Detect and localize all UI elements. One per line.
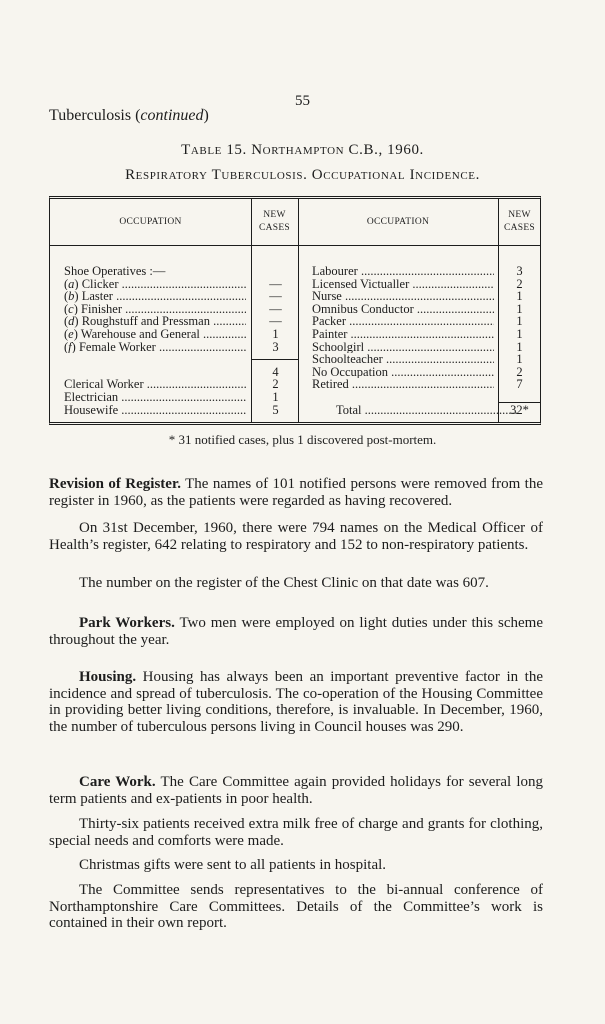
header-rule bbox=[50, 245, 540, 246]
table-row-label: Nurse ..... bbox=[312, 290, 494, 303]
table-row-label: Licensed Victualler ..... bbox=[312, 278, 494, 291]
table-row-value: 1 bbox=[516, 301, 523, 316]
subtotal-rule bbox=[251, 359, 298, 360]
shoe-operatives-heading-label: Shoe Operatives :— bbox=[64, 264, 166, 278]
christmas-paragraph: Christmas gifts were sent to all patients in hospital. bbox=[79, 857, 387, 873]
care-heading: Care Work. bbox=[79, 774, 156, 790]
table-row-label: (b) Laster ..... bbox=[64, 290, 246, 303]
header-occupation-left: OCCUPATION bbox=[119, 217, 182, 227]
running-head-main: Tuberculosis ( bbox=[49, 107, 141, 124]
page-number: 55 bbox=[295, 93, 310, 109]
table-row-label: Omnibus Conductor ..... bbox=[312, 303, 494, 316]
revision-heading: Revision of Register. bbox=[49, 476, 181, 492]
care-work-paragraph bbox=[49, 774, 543, 807]
thirty-six-paragraph: Thirty-six patients received extra milk free of charge and grants for clothing, special needs and comforts were made. bbox=[49, 816, 543, 849]
care-text: The Care Committee again provided holidays for several long term patients and ex-patients in poor health. bbox=[49, 774, 543, 807]
table-row-value: 1 bbox=[272, 390, 279, 404]
table-row-label: Clerical Worker ..... bbox=[64, 378, 246, 391]
running-head bbox=[49, 107, 209, 125]
table-row-label: No Occupation ..... bbox=[312, 366, 494, 379]
table-title: Table 15. Northampton C.B., 1960. bbox=[181, 142, 424, 158]
park-workers-paragraph bbox=[49, 615, 543, 648]
committee-paragraph: The Committee sends representatives to the bi-annual conference of Northamptonshire Care Committees. Details of the Committee’s work is contained in their own report. bbox=[49, 882, 543, 931]
table-row-label: Schoolgirl ..... bbox=[312, 341, 494, 354]
table-row-value: 1 bbox=[516, 327, 523, 341]
header-occupation-right: OCCUPATION bbox=[366, 217, 430, 227]
housing-heading: Housing. bbox=[79, 669, 137, 685]
table-row-label: Housewife ..... bbox=[64, 404, 246, 417]
header-new-cases-left: NEW CASES bbox=[258, 210, 291, 233]
table-row-value: 1 bbox=[516, 289, 523, 304]
table-row-label: (e) Warehouse and General ..... bbox=[64, 328, 246, 341]
table-row-value: — bbox=[269, 314, 282, 329]
table-row-label: Packer ..... bbox=[312, 315, 494, 328]
chest-clinic-paragraph: The number on the register of the Chest Clinic on that date was 607. bbox=[79, 575, 489, 591]
table-row-label: (d) Roughstuff and Pressman ..... bbox=[64, 315, 246, 328]
table-row-label: Retired ..... bbox=[312, 378, 494, 391]
table-row-value: 2 bbox=[516, 364, 523, 379]
table-row-label: Labourer ..... bbox=[312, 265, 494, 278]
header-new-cases-right: NEW CASES bbox=[503, 210, 536, 233]
table-row-value: 1 bbox=[516, 339, 523, 354]
revision-paragraph bbox=[49, 476, 543, 509]
table-subtitle: Respiratory Tuberculosis. Occupational Incidence. bbox=[125, 167, 480, 183]
running-head-close: ) bbox=[203, 107, 209, 124]
occupation-table bbox=[49, 196, 541, 425]
housing-text: Housing has always been an important preventive factor in the incidence and spread of tuberculosis. The co-operation of the Housing Committee in providing better living conditions, therefore, is invaluable. In December, 1960, the number of tuberculous persons living in Council houses was 290. bbox=[49, 669, 543, 735]
table-row-value: 7 bbox=[516, 377, 523, 392]
table-row-value: — bbox=[269, 301, 282, 316]
table-row-value: 5 bbox=[272, 402, 279, 417]
footnote: * 31 notified cases, plus 1 discovered post-mortem. bbox=[168, 432, 437, 447]
table-row-value: 1 bbox=[516, 352, 523, 367]
running-head-italic: continued bbox=[140, 107, 204, 124]
revision-text: The names of 101 notified persons were removed from the register in 1960, as the patients were regarded as having recovered. bbox=[49, 476, 544, 509]
table-row-value: 2 bbox=[272, 377, 279, 392]
table-row-value: — bbox=[269, 289, 282, 304]
table-row-label: Schoolteacher ..... bbox=[312, 353, 494, 366]
table-row-label: (c) Finisher ..... bbox=[64, 303, 246, 316]
table-row-label: Electrician ..... bbox=[64, 391, 246, 404]
table-row-value: 1 bbox=[272, 327, 279, 341]
table-row-value: 3 bbox=[516, 264, 523, 278]
table-row-value: 1 bbox=[516, 314, 523, 329]
table-row-label: Painter ..... bbox=[312, 328, 494, 341]
park-heading: Park Workers. bbox=[79, 615, 175, 631]
table-row-label: (f) Female Worker ..... bbox=[64, 341, 246, 354]
total-row-label: Total ..... bbox=[312, 404, 518, 417]
table-row-value: 2 bbox=[516, 276, 523, 291]
table-row-label: (a) Clicker ..... bbox=[64, 278, 246, 291]
table-row-value: 3 bbox=[272, 339, 279, 354]
shoe-operatives-subtotal-value: 4 bbox=[272, 364, 279, 379]
park-text: Two men were employed on light duties under this scheme throughout the year. bbox=[49, 615, 543, 648]
dec31-paragraph: On 31st December, 1960, there were 794 names on the Medical Officer of Health’s register, 642 relating to respiratory and 152 to non-respiratory patients. bbox=[49, 520, 543, 553]
table-row-value: — bbox=[269, 276, 282, 291]
total-row-value: 32* bbox=[510, 402, 529, 417]
housing-paragraph bbox=[49, 669, 543, 735]
